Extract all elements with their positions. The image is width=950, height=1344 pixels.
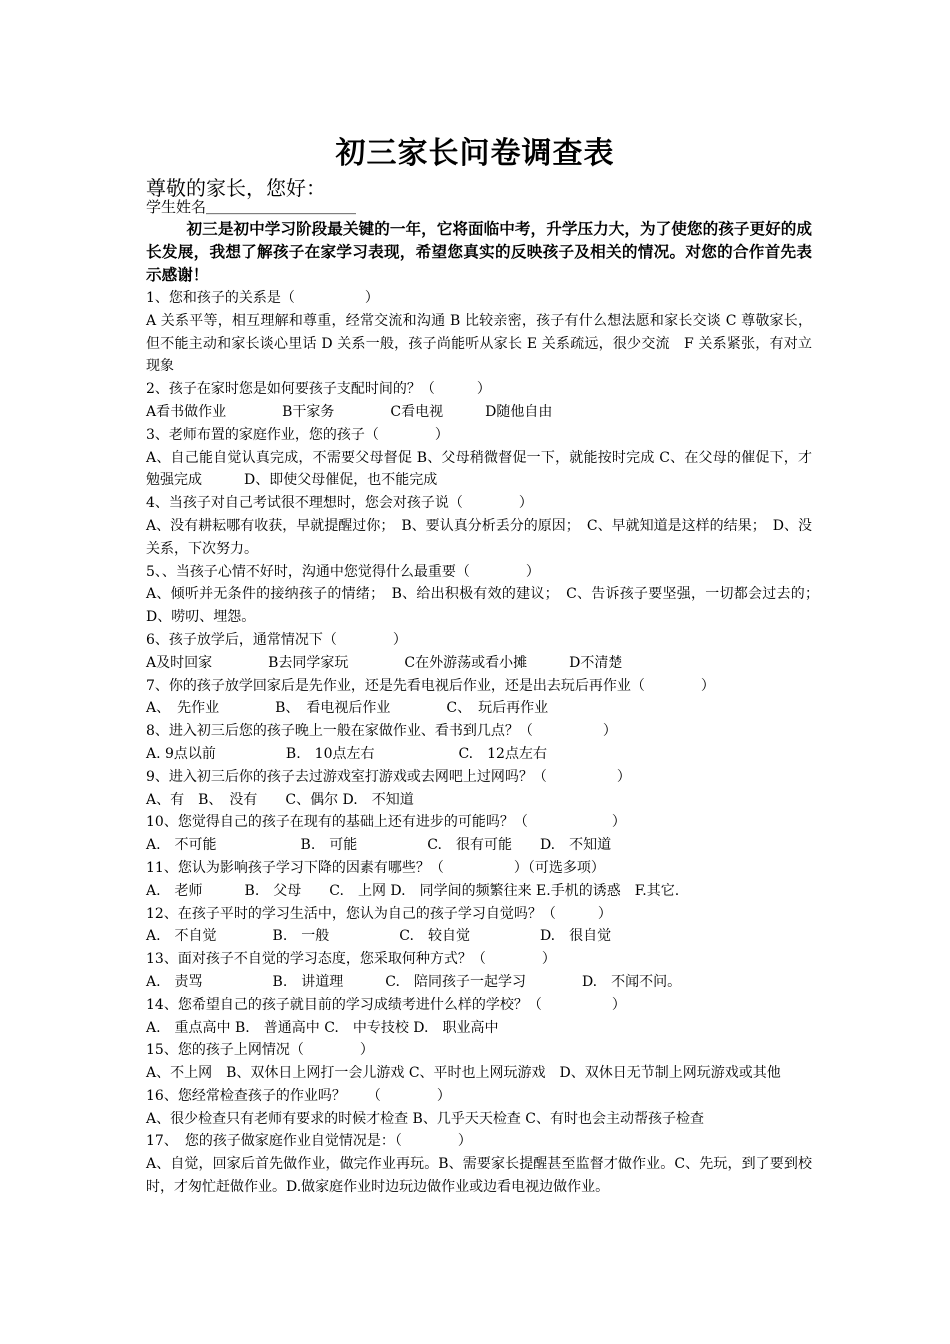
question-5-options: A、倾听并无条件的接纳孩子的情绪； B、给出积极有效的建议； C、告诉孩子要坚强，一切都会过去的； D、唠叨、埋怨。	[146, 586, 826, 626]
question-1-options: A 关系平等，相互理解和尊重，经常交流和沟通 B 比较亲密，孩子有什么想法愿和家长交谈 C 尊敬家长，但不能主动和家长谈心里话 D 关系一般，孩子尚能听从家长 E 关系疏远，很少交流 F 关系紧张，有对立现象	[146, 312, 812, 375]
question-3-options: A、自己能自觉认真完成，不需要父母督促 B、父母稍微督促一下，就能按时完成 C、在父母的催促下，才勉强完成 D、即使父母催促，也不能完成	[146, 449, 812, 489]
student-name-field: 学生姓名＿＿＿＿＿＿＿＿＿＿	[146, 198, 357, 216]
question-1: 1、您和孩子的关系是（ ）	[146, 290, 379, 306]
question-16-options: A、很少检查只有老师有要求的时候才检查 B、几乎天天检查 C、有时也会主动帮孩子检查	[146, 1110, 705, 1127]
question-14-options: A. 重点高中 B. 普通高中 C. 中专技校 D. 职业高中	[146, 1019, 499, 1036]
question-list	[146, 287, 826, 1199]
question-8-options: A. 9点以前 B. 10点左右 C. 12点左右	[146, 745, 547, 762]
greeting: 尊敬的家长，您好：	[146, 176, 326, 200]
question-4-options: A、没有耕耘哪有收获，早就提醒过你； B、要认真分析丢分的原因； C、早就知道是这样的结果； D、没关系，下次努力。	[146, 517, 812, 557]
question-7: 7、你的孩子放学回家后是先作业，还是先看电视后作业，还是出去玩后再作业（ ）	[146, 677, 715, 694]
question-8: 8、进入初三后您的孩子晚上一般在家做作业、看书到几点？（ ）	[146, 723, 617, 740]
question-17-options: A、自觉，回家后首先做作业，做完作业再玩。B、需要家长提醒甚至监督才做作业。C、先玩，到了要到校时，才匆忙赶做作业。D.做家庭作业时边玩边做作业或边看电视边做作业。	[146, 1156, 812, 1196]
question-6-options: A及时回家 B去同学家玩 C在外游荡或看小摊 D不清楚	[146, 654, 623, 671]
question-10: 10、您觉得自己的孩子在现有的基础上还有进步的可能吗？（ ）	[146, 814, 626, 831]
question-10-options: A. 不可能 B. 可能 C. 很有可能 D. 不知道	[146, 837, 612, 854]
question-3: 3、老师布置的家庭作业，您的孩子（ ）	[146, 426, 449, 443]
question-15: 15、您的孩子上网情况（ ）	[146, 1042, 374, 1059]
question-17: 17、 您的孩子做家庭作业自觉情况是：（ ）	[146, 1133, 472, 1150]
document-title: 初三家长问卷调查表	[335, 136, 615, 171]
question-11-options: A. 老师 B. 父母 C. 上网 D. 同学间的频繁往来 E.手机的诱惑 F.其它.	[146, 882, 680, 899]
question-12-options: A. 不自觉 B. 一般 C. 较自觉 D. 很自觉	[146, 928, 612, 945]
intro-paragraph: 初三是初中学习阶段最关键的一年，它将面临中考，升学压力大，为了使您的孩子更好的成长发展，我想了解孩子在家学习表现，希望您真实的反映孩子及相关的情况。对您的合作首先表示感谢！	[146, 220, 812, 284]
question-6: 6、孩子放学后，通常情况下（ ）	[146, 631, 407, 648]
question-15-options: A、不上网 B、双休日上网打一会儿游戏 C、平时也上网玩游戏 D、双休日无节制上网玩游戏或其他	[146, 1065, 781, 1082]
question-2-options: A看书做作业 B干家务 C看电视 D随他自由	[146, 403, 553, 420]
question-11: 11、您认为影响孩子学习下降的因素有哪些？（ ）（可选多项）	[146, 859, 605, 876]
question-13-options: A. 责骂 B. 讲道理 C. 陪同孩子一起学习 D. 不闻不问。	[146, 973, 682, 990]
question-7-options: A、 先作业 B、 看电视后作业 C、 玩后再作业	[146, 700, 549, 717]
question-9-options: A、有 B、 没有 C、偶尔 D. 不知道	[146, 791, 414, 808]
question-16: 16、您经常检查孩子的作业吗？ （ ）	[146, 1087, 451, 1104]
question-4: 4、当孩子对自己考试很不理想时，您会对孩子说（ ）	[146, 495, 533, 512]
question-13: 13、面对孩子不自觉的学习态度，您采取何种方式？（ ）	[146, 951, 556, 968]
question-5: 5、、当孩子心情不好时，沟通中您觉得什么最重要（ ）	[146, 563, 540, 580]
question-14: 14、您希望自己的孩子就目前的学习成绩考进什么样的学校？（ ）	[146, 996, 626, 1013]
question-12: 12、在孩子平时的学习生活中，您认为自己的孩子学习自觉吗？（ ）	[146, 905, 612, 922]
question-2: 2、孩子在家时您是如何要孩子支配时间的？（ ）	[146, 381, 491, 398]
question-9: 9、进入初三后你的孩子去过游戏室打游戏或去网吧上过网吗？（ ）	[146, 768, 631, 785]
